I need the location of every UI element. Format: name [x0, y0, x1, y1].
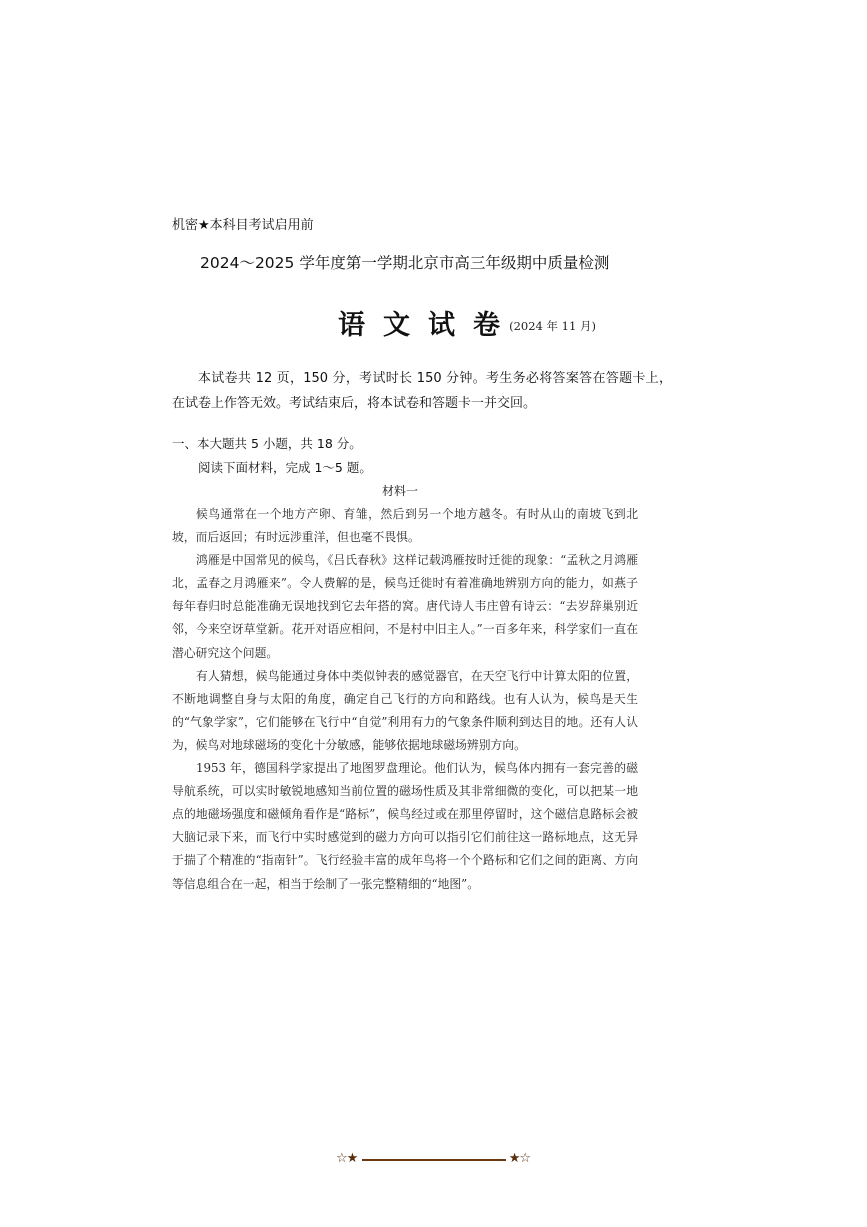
paragraph: 有人猜想，候鸟能通过身体中类似钟表的感觉器官，在天空飞行中计算太阳的位置，不断地调整自身与太阳的角度，确定自己飞行的方向和路线。也有人认为，候鸟是天生的“气象学家”，它们能够在飞行中“自觉”利用有力的气象条件顺利到达目的地。还有人认为，候鸟对地球磁场的变化十分敏感，能够依据地球磁场辨别方向。	[172, 668, 638, 752]
section-heading: 一、本大题共 5 小题，共 18 分。	[172, 436, 362, 451]
exam-title: 2024～2025 学年度第一学期北京市高三年级期中质量检测	[200, 254, 610, 272]
footer-divider	[362, 1159, 506, 1161]
star-icon: ☆★	[336, 1151, 358, 1166]
paragraph: 鸿雁是中国常见的候鸟，《吕氏春秋》这样记载鸿雁按时迁徙的现象：“孟秋之月鸿雁北，孟春之月鸿雁来”。令人费解的是，候鸟迁徙时有着准确地辨别方向的能力，如燕子每年春归时总能准确无误地找到它去年搭的窝。唐代诗人韦庄曾有诗云：“去岁辞巢别近邻，今来空讶草堂新。花开对语应相问，不是村中旧主人。”一百多年来，科学家们一直在潜心研究这个问题。	[172, 553, 638, 660]
paragraph: 1953 年，德国科学家提出了地图罗盘理论。他们认为，候鸟体内拥有一套完善的磁导航系统，可以实时敏锐地感知当前位置的磁场性质及其非常细微的变化，可以把某一地点的地磁场强度和磁倾角看作是“路标”，候鸟经过或在那里停留时，这个磁信息路标会被大脑记录下来，而飞行中实时感觉到的磁力方向可以指引它们前往这一路标地点，这无异于揣了个精准的“指南针”。飞行经验丰富的成年鸟将一个个路标和它们之间的距离、方向等信息组合在一起，相当于绘制了一张完整精细的“地图”。	[172, 761, 638, 891]
reading-directive: 阅读下面材料，完成 1～5 题。	[198, 460, 372, 475]
paragraph: 候鸟通常在一个地方产卵、育雏，然后到另一个地方越冬。有时从山的南坡飞到北坡，而后返回；有时远涉重洋，但也毫不畏惧。	[172, 507, 638, 545]
material-title: 材料一	[381, 484, 418, 498]
exam-instructions: 本试卷共 12 页，150 分，考试时长 150 分钟。考生务必将答案答在答题卡上，在试卷上作答无效。考试结束后，将本试卷和答题卡一并交回。	[172, 371, 672, 411]
material-body	[172, 503, 638, 896]
subject-heading	[338, 303, 596, 342]
star-icon: ★☆	[508, 1151, 530, 1166]
subject-title: 语文试卷	[338, 310, 518, 341]
confidential-notice: 机密★本科目考试启用前	[172, 218, 314, 233]
page-footer-ornament	[336, 1150, 536, 1170]
exam-date: (2024 年 11 月)	[509, 319, 596, 333]
